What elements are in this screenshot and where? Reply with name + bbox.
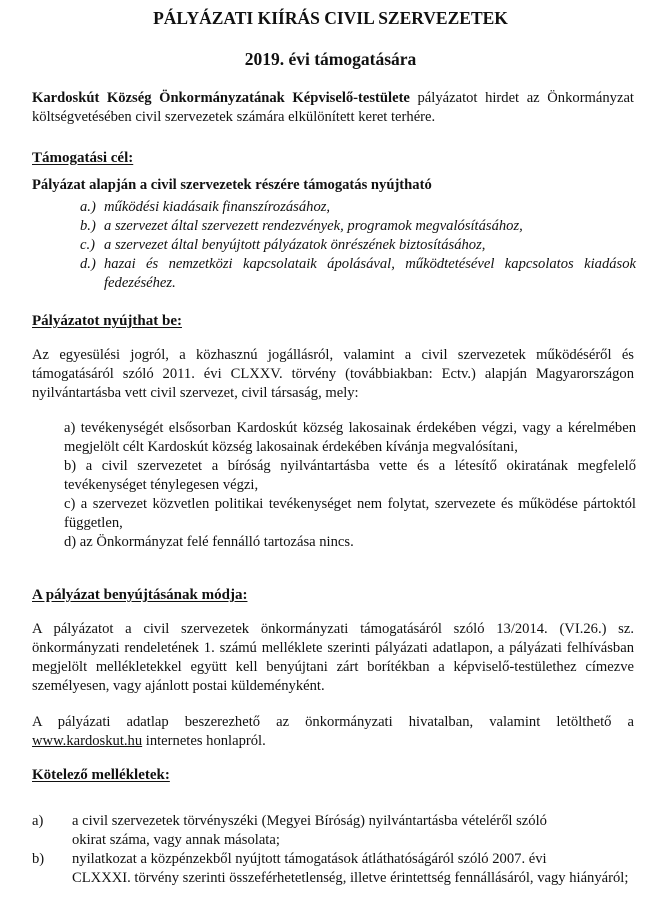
attachments-heading: Kötelező mellékletek: [32,767,170,783]
list-item-continuation: okirat száma, vagy annak másolata; [72,832,280,848]
attachments-list [32,812,636,888]
list-item-label: b) [32,851,45,867]
document-subtitle: 2019. évi támogatására [244,49,417,69]
condition-item: a) tevékenységét elsősorban Kardoskút község lakosainak érdekében végzi, vagy a kérelmében megjelölt célt Kardoskút község lakosainak érdekében kívánja megvalósítani, [64,420,636,455]
list-item-text: a civil szervezetek törvényszéki (Megyei Bíróság) nyilvántartásba vételéről szóló [72,813,547,829]
condition-item: d) az Önkormányzat felé fennálló tartozása nincs. [64,534,354,550]
list-item-text: a szervezet által benyújtott pályázatok önrészének biztosításához, [104,237,486,253]
intro-paragraph [32,89,634,127]
website-link[interactable]: www.kardoskut.hu [32,733,143,749]
list-item [80,255,636,293]
list-item-label: a) [32,813,44,829]
list-item-text: a szervezet által szervezett rendezvények, programok megvalósításához, [104,218,523,234]
list-item-label: a.) [80,199,96,215]
submission-paragraph: A pályázatot a civil szervezetek önkormányzati támogatásáról szóló 13/2014. (VI.26.) sz. önkormányzati rendeletének 1. számú melléklete szerinti pályázati adatlapon, a pályázati felhívásban megjelölt mellékletekkel együtt kell benyújtani zárt borítékban a képviselő-testülethez címezve személyesen, vagy ajánlott postai küldeményként. [32,621,634,694]
support-goal-heading: Támogatási cél: [32,150,134,166]
list-item-label: c.) [80,237,95,253]
list-item [80,198,636,217]
intro-organization: Kardoskút Község Önkormányzatának Képviselő-testülete [32,90,410,106]
condition-item: c) a szervezet közvetlen politikai tevékenységet nem folytat, szervezete és működése pártoktól független, [64,496,636,531]
list-item-label: d.) [80,256,96,272]
condition-item: b) a civil szervezetet a bíróság nyilvántartásba vette és a létesítő okiratának megfelelő tevékenységet ténylegesen végzi, [64,458,636,493]
document-title: PÁLYÁZATI KIÍRÁS CIVIL SZERVEZETEK [153,8,508,28]
eligible-paragraph: Az egyesülési jogról, a közhasznú jogállásról, valamint a civil szervezetek működéséről és támogatásáról szóló 2011. évi CLXXV. törvény (továbbiakban: Ectv.) alapján Magyarországon nyilvántartásba vett civil szervezet, civil társaság, mely: [32,347,634,401]
download-text-end: internetes honlapról. [142,733,266,749]
list-item [80,236,636,255]
intro-text: pályázatot hirdet az Önkormányzat költségvetésében civil szervezetek számára elkülönített keret terhére. [32,90,634,125]
support-goal-list [80,198,636,293]
download-paragraph [32,713,634,751]
list-item [80,217,636,236]
list-item-text: hazai és nemzetközi kapcsolataik ápolásával, működtetésével kapcsolatos kiadások fedezéséhez. [104,256,636,291]
list-item [32,812,636,850]
list-item [32,850,636,888]
list-item-text: nyilatkozat a közpénzekből nyújtott támogatások átláthatóságáról szóló 2007. évi [72,851,547,867]
download-text: A pályázati adatlap beszerezhető az önkormányzati hivatalban, valamint letölthető a [32,714,634,730]
support-goal-lead: Pályázat alapján a civil szervezetek részére támogatás nyújtható [32,177,432,193]
list-item-label: b.) [80,218,96,234]
eligible-conditions [64,419,636,552]
eligible-heading: Pályázatot nyújthat be: [32,313,182,329]
list-item-text: működési kiadásaik finanszírozásához, [104,199,331,215]
submission-heading: A pályázat benyújtásának módja: [32,587,248,603]
list-item-continuation: CLXXXI. törvény szerinti összeférhetetlenség, illetve érintettség fennállásáról, vagy hiányáról; [72,870,629,886]
